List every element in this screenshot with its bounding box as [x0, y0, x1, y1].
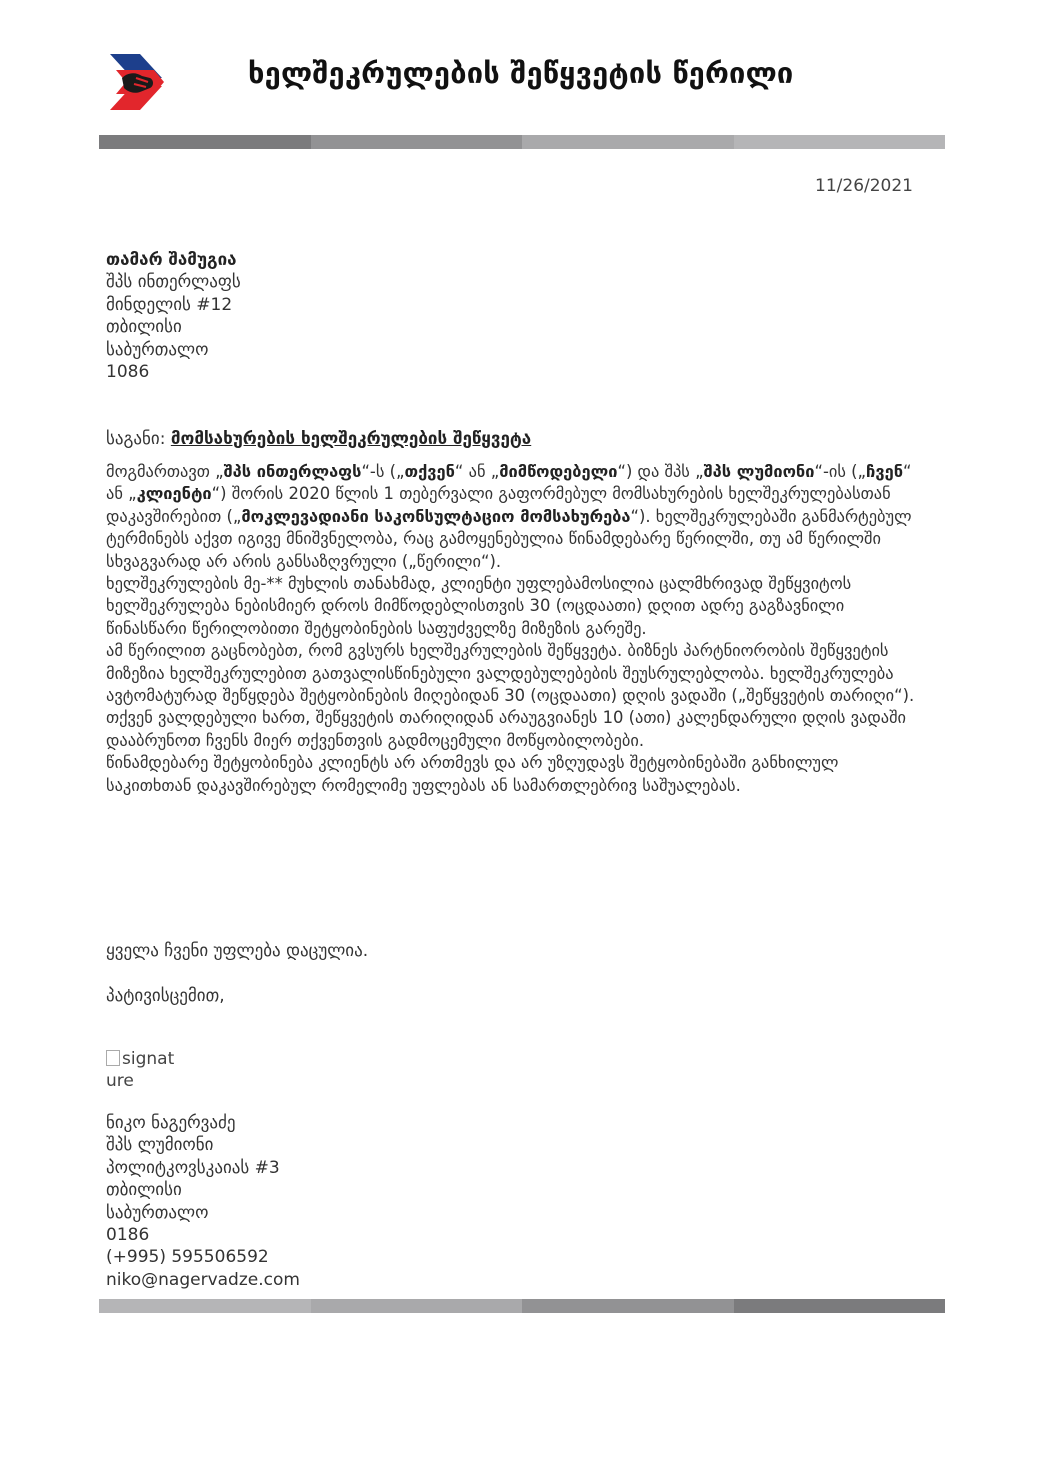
body-text-run: მოგმართავთ „	[106, 462, 224, 481]
sender-city: თბილისი	[106, 1180, 182, 1201]
recipient-city: თბილისი	[106, 317, 182, 338]
recipient-address	[106, 249, 241, 383]
bar-segment	[99, 1299, 311, 1313]
subject-line	[106, 428, 531, 450]
body-bold-run: შპს ლუმიონი	[703, 462, 815, 481]
body-text-run: “ ან „	[106, 462, 912, 504]
closing-salutation: პატივისცემით,	[106, 986, 225, 1006]
recipient-company: შპს ინთერლაფს	[106, 272, 241, 293]
sender-company: შპს ლუმიონი	[106, 1135, 214, 1156]
body-text-run: “) და შპს „	[617, 462, 704, 481]
bar-segment	[311, 1299, 523, 1313]
bar-segment	[734, 135, 946, 149]
sender-name: ნიკო ნაგერვაძე	[106, 1113, 236, 1133]
body-text-run: “). ხელშეკრულებაში განმარტებულ ტერმინებს აქვთ იგივე მნიშვნელობა, რაც გამოყენებულია წინამდებარე წერილში, თუ ამ წერილში სხვაგვარად არ არის განსაზღვრული („წერილი“).	[106, 506, 912, 571]
recipient-zip: 1086	[106, 362, 150, 383]
body-paragraph-1	[106, 461, 926, 573]
body-paragraph-2: ხელშეკრულების მე-** მუხლის თანახმად, კლიენტი უფლებამოსილია ცალმხრივად შეწყვიტოს ხელშეკრულება ნებისმიერ დროს მიმწოდებლისთვის 30 (ოცდაათი) დღით ადრე გაგზავნილი წინასწარი წერილობითი შეტყობინების საფუძველზე მიზეზის გარეშე.	[106, 574, 852, 638]
signature-alt-text: ure	[106, 1071, 134, 1091]
signature-image	[106, 1048, 174, 1092]
body-paragraph-3a: ამ წერილით გაცნობებთ, რომ გვსურს ხელშეკრულების შეწყვეტა. ბიზნეს პარტნიორობის შეწყვეტის მიზეზია ხელშეკრულებით გათვალისწინებული ვალდებულებების შეუსრულებლობა. ხელშეკრულება	[106, 641, 894, 683]
body-text-run: “) შორის 2020 წლის 1 თებერვალი გაფორმებულ მომსახურების ხელშეკრულებასთან დაკავშირებით („	[106, 484, 891, 526]
broken-image-icon	[106, 1050, 120, 1066]
handshake-logo-icon	[106, 48, 166, 118]
body-bold-run: ჩვენ	[866, 462, 904, 481]
signature-alt-text: signat	[122, 1049, 175, 1069]
sender-phone: (+995) 595506592	[106, 1247, 269, 1268]
body-bold-run: თქვენ	[404, 462, 455, 481]
body-paragraph-4: წინამდებარე შეტყობინება კლიენტს არ ართმევს და არ უზღუდავს შეტყობინებაში განხილულ საკითხთან დაკავშირებულ რომელიმე უფლებას ან სამართლებრივ საშუალებას.	[106, 753, 839, 795]
bar-segment	[522, 135, 734, 149]
body-text-run: “ ან „	[454, 462, 500, 481]
body-bold-run: მოკლევადიანი საკონსულტაციო მომსახურება	[241, 506, 631, 526]
body-text-run: “-ის („	[814, 462, 867, 481]
top-divider-bar	[99, 135, 945, 149]
bottom-divider-bar	[99, 1299, 945, 1313]
body-paragraph-3b: ავტომატურად შეწყდება შეტყობინების მიღებიდან 30 (ოცდაათი) დღის ვადაში („შეწყვეტის თარიღი“). თქვენ ვალდებული ხართ, შეწყვეტის თარიღიდან არაუგვიანეს 10 (ათი) კალენდარული დღის ვადაში დააბრუნოთ ჩვენს მიერ თქვენთვის გადმოცემული მოწყობილობები.	[106, 686, 915, 750]
recipient-region: საბურთალო	[106, 339, 209, 360]
body-text-run: “-ს („	[361, 462, 405, 481]
rights-reserved: ყველა ჩვენი უფლება დაცულია.	[106, 941, 369, 961]
body-bold-run: მიმწოდებელი	[499, 462, 618, 481]
bar-segment	[99, 135, 311, 149]
recipient-street: მინდელის #12	[106, 294, 233, 315]
sender-email: niko@nagervadze.com	[106, 1269, 300, 1290]
letter-header	[106, 48, 946, 118]
body-bold-run: შპს ინთერლაფს	[223, 462, 362, 481]
document-title: ხელშეკრულების შეწყვეტის წერილი	[248, 56, 794, 90]
sender-address	[106, 1112, 300, 1291]
letter-date: 11/26/2021	[815, 176, 913, 196]
sender-region: საბურთალო	[106, 1202, 209, 1223]
subject-label: საგანი:	[106, 429, 171, 449]
recipient-name: თამარ შამუგია	[106, 250, 237, 270]
sender-zip: 0186	[106, 1225, 150, 1246]
bar-segment	[522, 1299, 734, 1313]
bar-segment	[734, 1299, 946, 1313]
bar-segment	[311, 135, 523, 149]
subject-value: მომსახურების ხელშეკრულების შეწყვეტა	[170, 429, 532, 449]
letter-body	[106, 461, 926, 797]
sender-street: პოლიტკოვსკაიას #3	[106, 1157, 280, 1178]
body-bold-run: კლიენტი	[136, 484, 212, 504]
